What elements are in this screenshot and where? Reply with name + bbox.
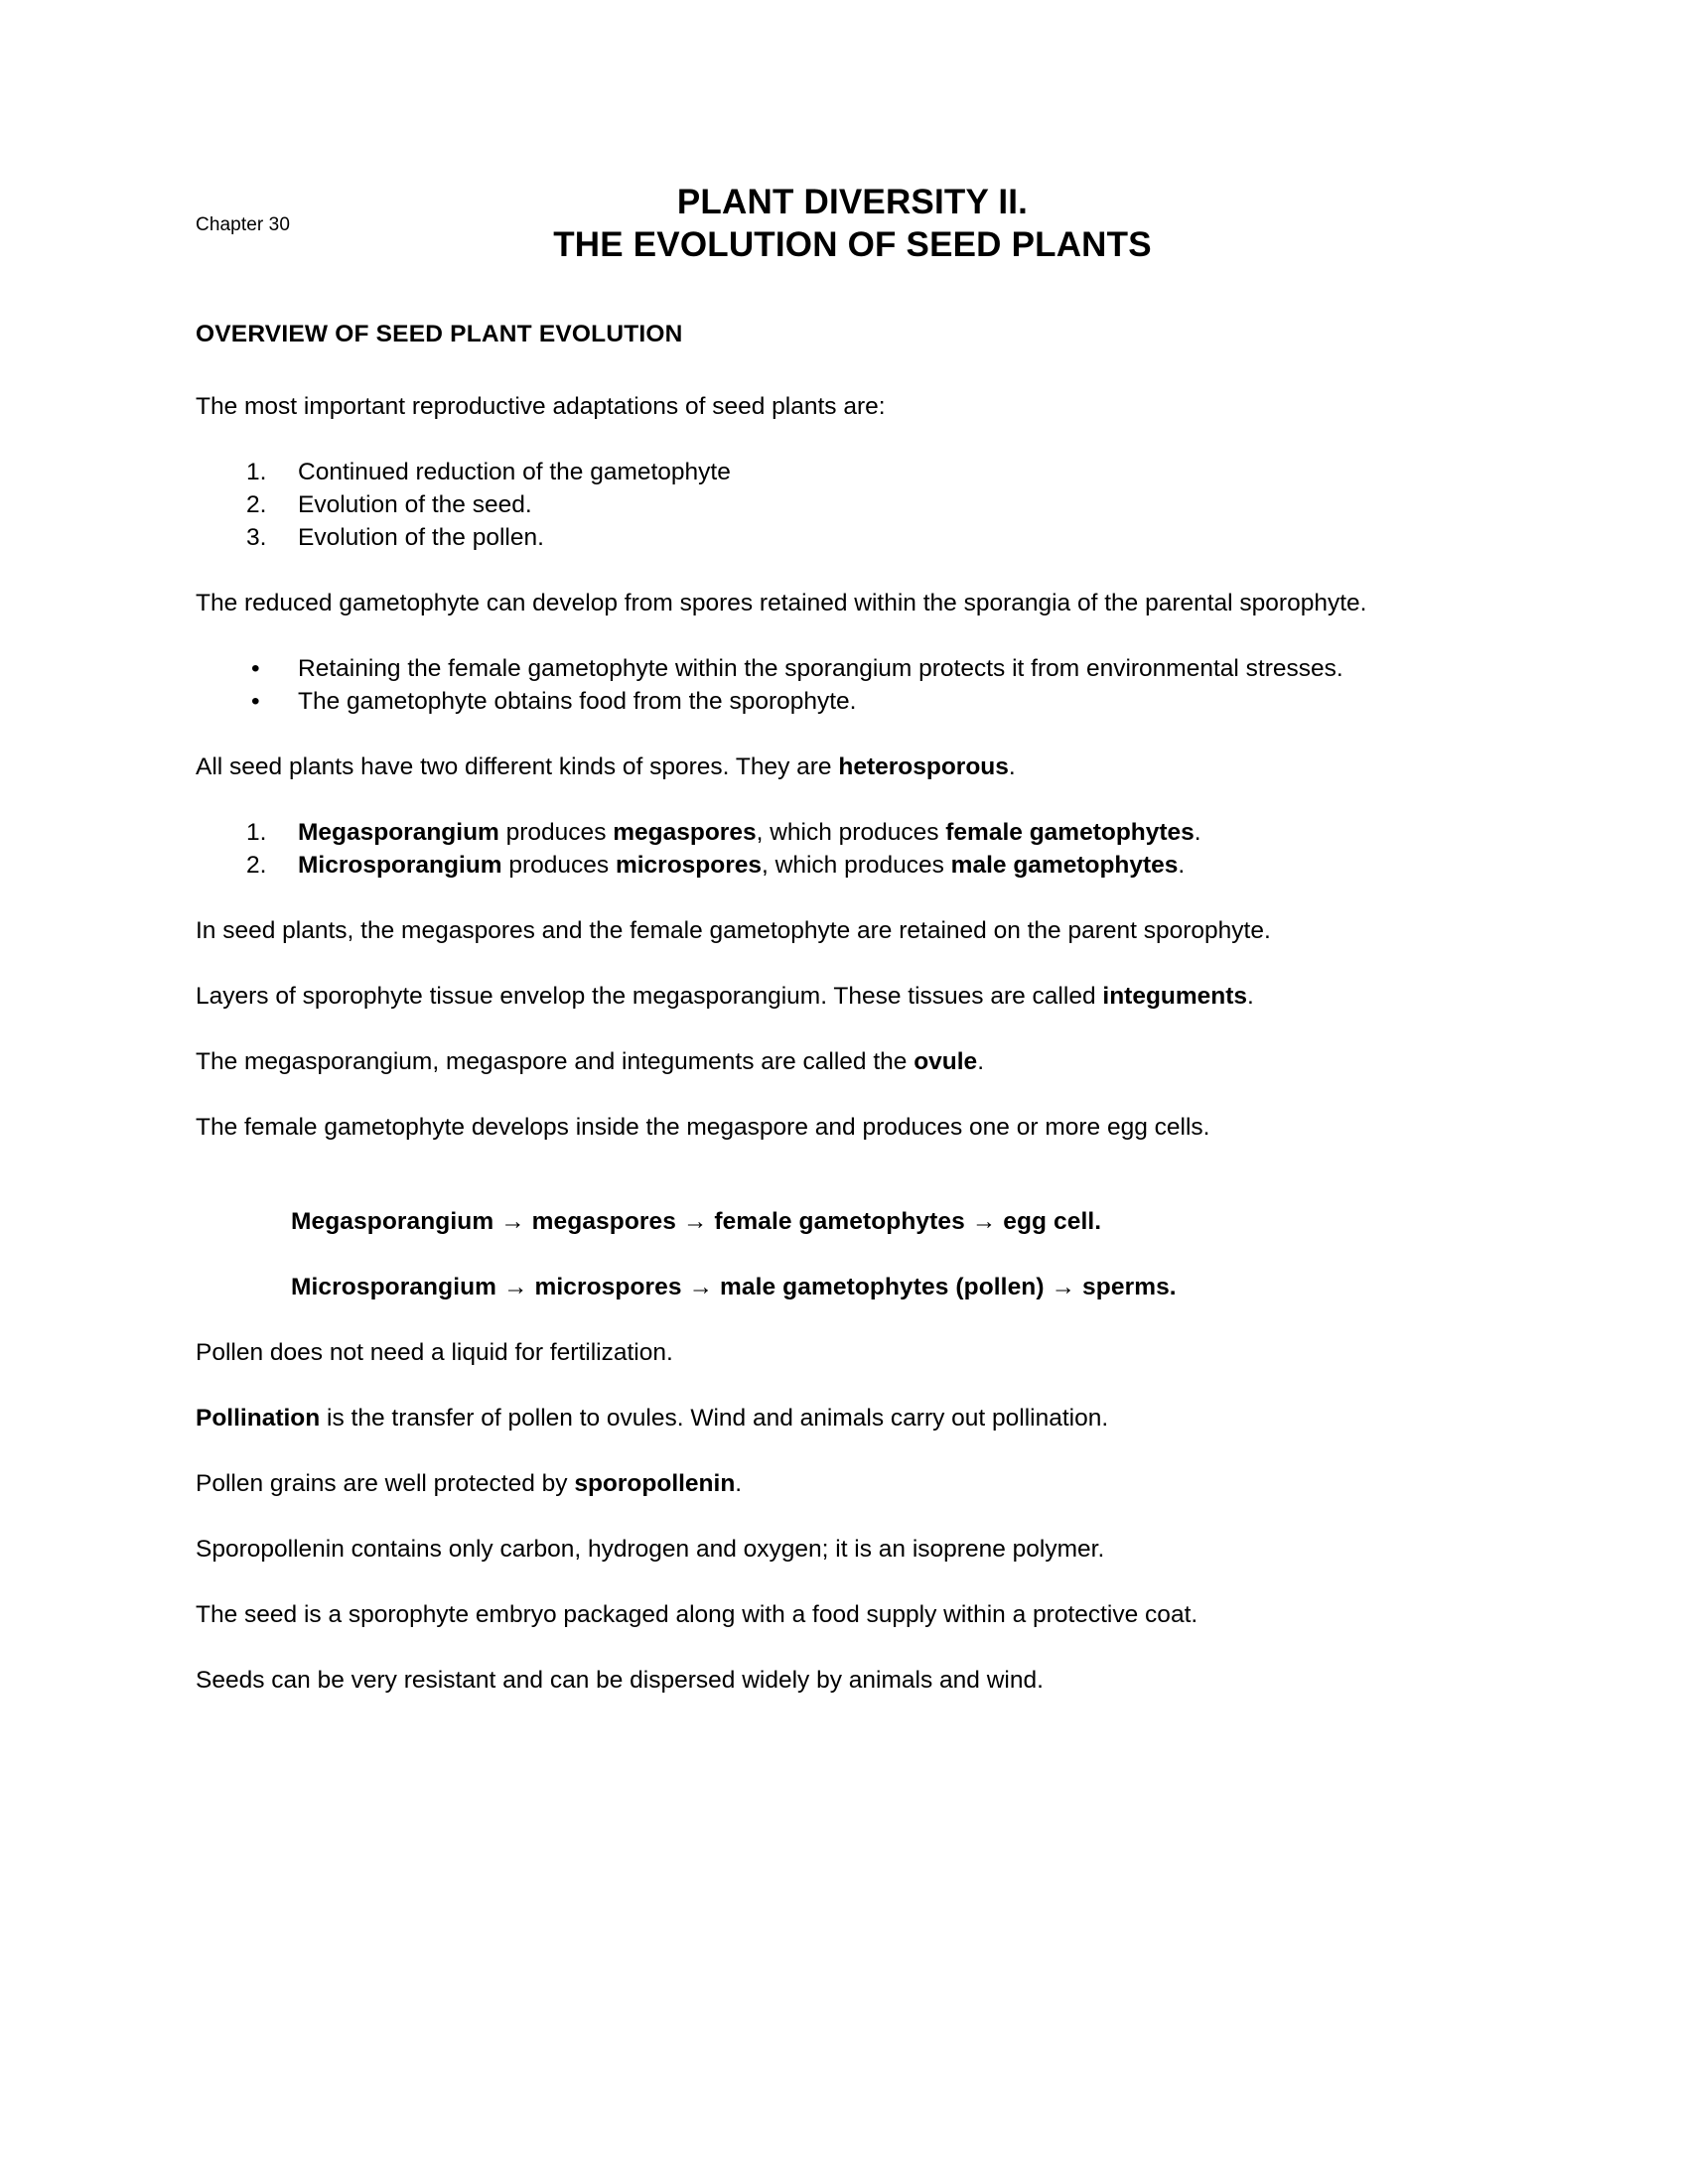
- list-item: [196, 652, 1470, 685]
- list-marker: 1.: [246, 459, 267, 485]
- list-marker: 2.: [246, 852, 267, 879]
- emphasis-microspores: microspores: [615, 852, 763, 879]
- emphasis-integuments: integuments: [1102, 983, 1248, 1010]
- integuments-paragraph: [196, 980, 1470, 1013]
- list-item: [196, 456, 1470, 488]
- list-item: [196, 521, 1470, 554]
- list-marker: 2.: [246, 491, 267, 518]
- equation-female-pathway: Megasporangium → megaspores → female gametophytes → egg cell.: [291, 1208, 1102, 1235]
- heterosporous-paragraph: [196, 751, 1470, 783]
- emphasis-male-gametophytes: male gametophytes: [950, 852, 1179, 879]
- text-run: produces: [498, 819, 614, 846]
- page-title: [196, 181, 1470, 266]
- page-title-line-1: PLANT DIVERSITY II.: [676, 183, 1029, 221]
- pollination-paragraph: [196, 1402, 1470, 1434]
- list-item-label: Evolution of the pollen.: [298, 524, 544, 551]
- seed-definition-paragraph: The seed is a sporophyte embryo packaged along with a food supply within a protective coat.: [196, 1601, 1198, 1628]
- emphasis-sporopollenin: sporopollenin: [574, 1470, 736, 1497]
- emphasis-female-gametophytes: female gametophytes: [945, 819, 1195, 846]
- text-run: .: [1008, 753, 1016, 780]
- retained-paragraph: In seed plants, the megaspores and the female gametophyte are retained on the parent sporophyte.: [196, 917, 1271, 944]
- list-marker: 3.: [246, 524, 267, 551]
- sporopollenin-paragraph: [196, 1467, 1470, 1500]
- text-run: produces: [501, 852, 616, 879]
- emphasis-microsporangium: Microsporangium: [298, 852, 502, 879]
- text-run: .: [1178, 852, 1186, 879]
- list-marker: 1.: [246, 819, 267, 846]
- text-run: All seed plants have two different kinds of spores. They are: [196, 753, 839, 780]
- female-gametophyte-paragraph: The female gametophyte develops inside the megaspore and produces one or more egg cells.: [196, 1114, 1210, 1141]
- list-item: [196, 849, 1470, 882]
- list-item-label: The gametophyte obtains food from the sporophyte.: [298, 688, 857, 715]
- intro-paragraph: The most important reproductive adaptations of seed plants are:: [196, 393, 886, 420]
- document-body: [196, 318, 1470, 1697]
- text-run: The megasporangium, megaspore and integuments are called the: [196, 1048, 914, 1075]
- text-run: , which produces: [756, 819, 946, 846]
- text-run: .: [977, 1048, 984, 1075]
- retention-bullet-list: [196, 652, 1470, 718]
- equation-male-pathway: Microsporangium → microspores → male gametophytes (pollen) → sperms.: [291, 1274, 1177, 1300]
- emphasis-pollination: Pollination: [196, 1405, 321, 1432]
- text-run: Pollen grains are well protected by: [196, 1470, 575, 1497]
- text-run: , which produces: [762, 852, 951, 879]
- list-item: [196, 816, 1470, 849]
- list-item-label: Retaining the female gametophyte within the sporangium protects it from environmental stresses.: [298, 655, 1343, 682]
- reduced-gametophyte-paragraph: The reduced gametophyte can develop from spores retained within the sporangia of the parental sporophyte.: [196, 590, 1367, 616]
- list-item: [196, 488, 1470, 521]
- chapter-label: Chapter 30: [196, 214, 291, 235]
- sporopollenin-composition-paragraph: Sporopollenin contains only carbon, hydrogen and oxygen; it is an isoprene polymer.: [196, 1536, 1105, 1563]
- ovule-paragraph: [196, 1045, 1470, 1078]
- emphasis-megaspores: megaspores: [613, 819, 757, 846]
- list-item-label: [298, 852, 1185, 879]
- emphasis-ovule: ovule: [914, 1048, 978, 1075]
- bullet-icon: •: [251, 688, 260, 715]
- pollen-liquid-paragraph: Pollen does not need a liquid for fertilization.: [196, 1339, 673, 1366]
- emphasis-heterosporous: heterosporous: [838, 753, 1009, 780]
- page-title-line-2: THE EVOLUTION OF SEED PLANTS: [553, 225, 1152, 264]
- list-item-label: Evolution of the seed.: [298, 491, 532, 518]
- bullet-icon: •: [251, 655, 260, 682]
- list-item-label: Continued reduction of the gametophyte: [298, 459, 731, 485]
- text-run: is the transfer of pollen to ovules. Wind and animals carry out pollination.: [320, 1405, 1109, 1432]
- adaptations-list: [196, 456, 1470, 554]
- list-item-label: [298, 819, 1201, 846]
- text-run: .: [1194, 819, 1201, 846]
- seed-dispersal-paragraph: Seeds can be very resistant and can be dispersed widely by animals and wind.: [196, 1667, 1044, 1694]
- document-header: [196, 181, 1470, 290]
- section-heading-overview: OVERVIEW OF SEED PLANT EVOLUTION: [196, 321, 683, 347]
- text-run: Layers of sporophyte tissue envelop the megasporangium. These tissues are called: [196, 983, 1103, 1010]
- text-run: .: [735, 1470, 743, 1497]
- text-run: .: [1247, 983, 1254, 1010]
- list-item: [196, 685, 1470, 718]
- emphasis-megasporangium: Megasporangium: [298, 819, 499, 846]
- sporangia-list: [196, 816, 1470, 882]
